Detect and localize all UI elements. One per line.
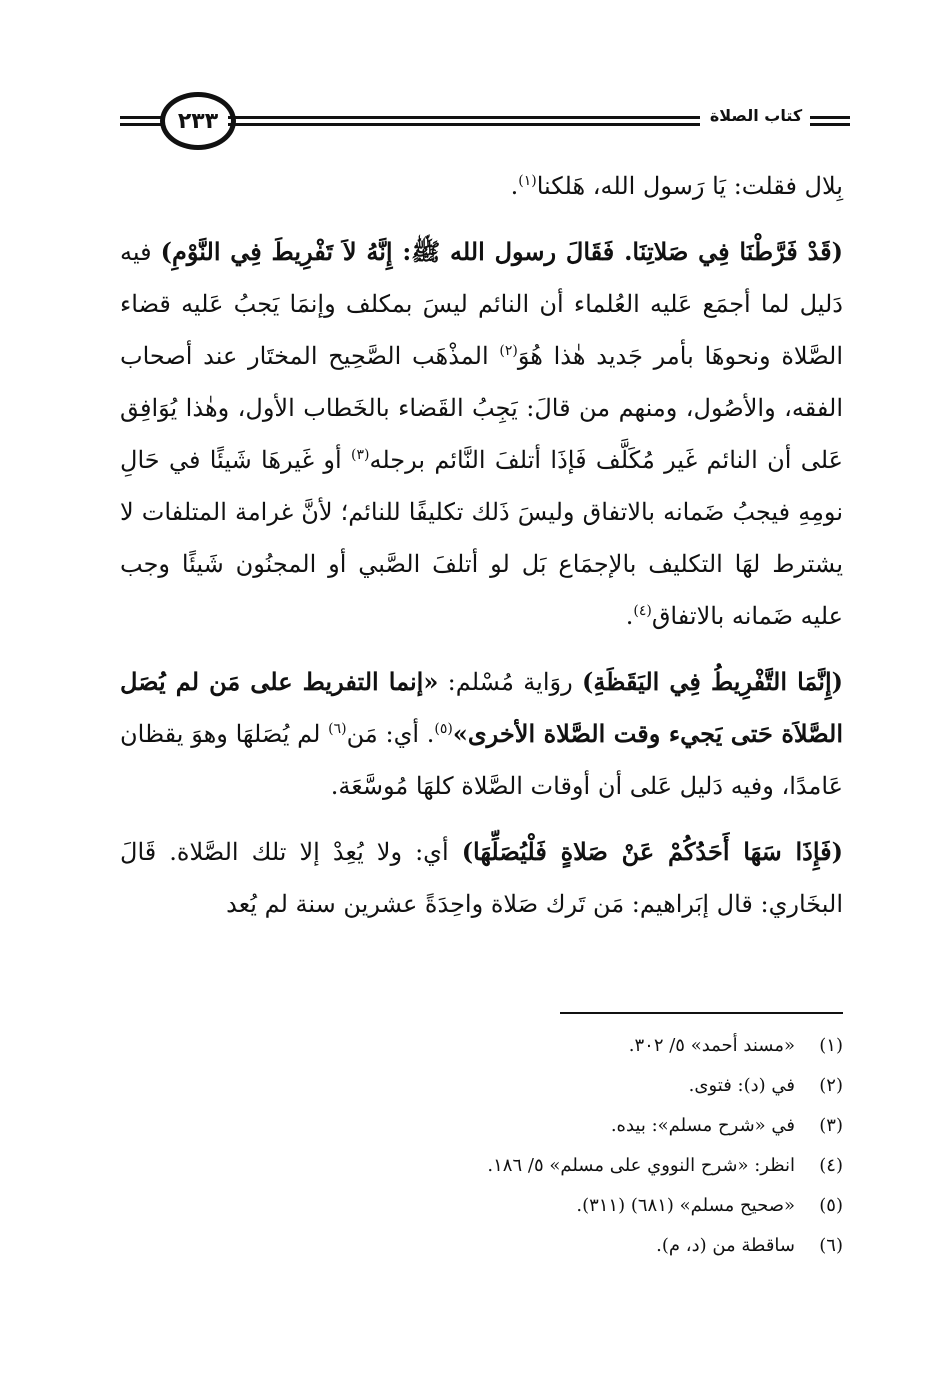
footnote-ref-5: (٥) [434, 721, 453, 737]
main-text [120, 160, 843, 930]
paragraph-3-text-2: . أي: مَن [346, 720, 435, 748]
footnote-3 [120, 1106, 843, 1146]
hadith-quote-2: (إِنَّمَا التَّفْرِيطُ فِي اليَقَظَةِ) [582, 667, 843, 696]
paragraph-2-end: . [625, 602, 634, 630]
paragraph-4 [120, 826, 843, 930]
footnote-ref-1: (١) [518, 173, 537, 189]
footnote-ref-6: (٦) [328, 721, 347, 737]
footnote-divider [560, 1012, 843, 1014]
footnote-6 [120, 1226, 843, 1266]
paragraph-1-text: بِلال فقلت: يَا رَسول الله، هَلكنا [536, 172, 843, 200]
footnote-number: (١) [819, 1035, 843, 1056]
footnote-number: (٦) [819, 1235, 843, 1256]
paragraph-1-end: . [510, 172, 519, 200]
paragraph-3 [120, 656, 843, 812]
paragraph-1 [120, 160, 843, 212]
paragraph-3-text-1: روَاية مُسْلم: [438, 668, 583, 696]
hadith-quote-1: (قَدْ فَرَّطْنَا فِي صَلاتِنَا. فَقَالَ رسول الله ﷺ: إِنَّهُ لاَ تَفْرِيطَ فِي النَّوْمِ) [160, 237, 844, 266]
hadith-quote-3: «إنما التفريط على مَن لم يُصَل الصَّلاَة حَتى يَجيء وقت الصَّلاة الأخرى» [120, 667, 844, 748]
footnote-ref-4: (٤) [633, 603, 652, 619]
footnote-5 [120, 1186, 843, 1226]
footnote-number: (٥) [819, 1195, 843, 1216]
page-header [120, 92, 850, 156]
paragraph-2 [120, 226, 843, 642]
footnote-number: (٤) [819, 1155, 843, 1176]
footnote-number: (٣) [819, 1115, 843, 1136]
footnote-number: (٢) [819, 1075, 843, 1096]
footnotes [120, 1026, 843, 1266]
footnote-text: انظر: «شرح النووي على مسلم» ٥/ ١٨٦. [487, 1155, 795, 1176]
header-rule-middle [228, 116, 700, 126]
header-rule-right [810, 116, 850, 126]
paragraph-2-text-3: أو غَيرهَا شَيئًا في حَالِ نومِهِ فيجبُ ضَمانه بالاتفاق وليسَ ذَلك تكليفًا للنائم؛ لأنَّ غرامة المتلفات لا يشترط لهَا التكليف بالإجمَاع بَل لو أتلفَ الصَّبي أو المجنُون شَيئًا وجب عليه ضَمانه بالاتفاق [120, 446, 843, 630]
footnote-text: في «شرح مسلم»: بيده. [610, 1115, 795, 1136]
page-number: ٢٣٣ [160, 92, 236, 150]
footnote-1 [120, 1026, 843, 1066]
footnote-ref-2: (٢) [499, 343, 518, 359]
paragraph-4-text-1: أي: ولا يُعِدْ إلا تلك الصَّلاة. قَالَ البخَاري: قال إبَراهيم: مَن تَرك صَلاة واحِدَةً عشرين سنة لم يُعد [120, 838, 843, 918]
paragraph-2-text-1: فيه دَليل لما أجمَع عَليه العُلماء أن النائم ليسَ بمكلف وإنمَا يَجبُ عَليه قضاء الصَّلاة ونحوهَا بأمر جَديد هٰذا هُوَ [120, 238, 844, 370]
footnote-text: «مسند أحمد» ٥/ ٣٠٢. [628, 1035, 795, 1056]
paragraph-2-text-2: المذْهَب الصَّحِيح المختَار عند أصحاب الفقه، والأصُول، ومنهم من قالَ: يَجِبُ القَضاء بالخَطاب الأول، وهٰذا يُوَافِق عَلى أن النائم غَير مُكَلَّف فَإذَا أتلفَ النَّائم برجله [120, 342, 844, 474]
footnote-2 [120, 1066, 843, 1106]
footnote-4 [120, 1146, 843, 1186]
paragraph-3-text-3: لم يُصَلهَا وهوَ يقظان عَامدًا، وفيه دَليل عَلى أن أوقات الصَّلاة كلهَا مُوسَّعَة. [120, 720, 843, 800]
footnote-ref-3: (٣) [351, 447, 370, 463]
running-title: كتاب الصلاة [709, 106, 803, 125]
footnote-text: «صحيح مسلم» (٦٨١) (٣١١). [576, 1195, 795, 1216]
hadith-quote-4: (فَإِذَا سَهَا أَحَدُكُمْ عَنْ صَلاةٍ فَلْيُصَلِّهَا) [461, 837, 843, 866]
footnote-text: في (د): فتوى. [688, 1075, 795, 1096]
footnote-text: ساقطة من (د، م). [656, 1235, 795, 1256]
